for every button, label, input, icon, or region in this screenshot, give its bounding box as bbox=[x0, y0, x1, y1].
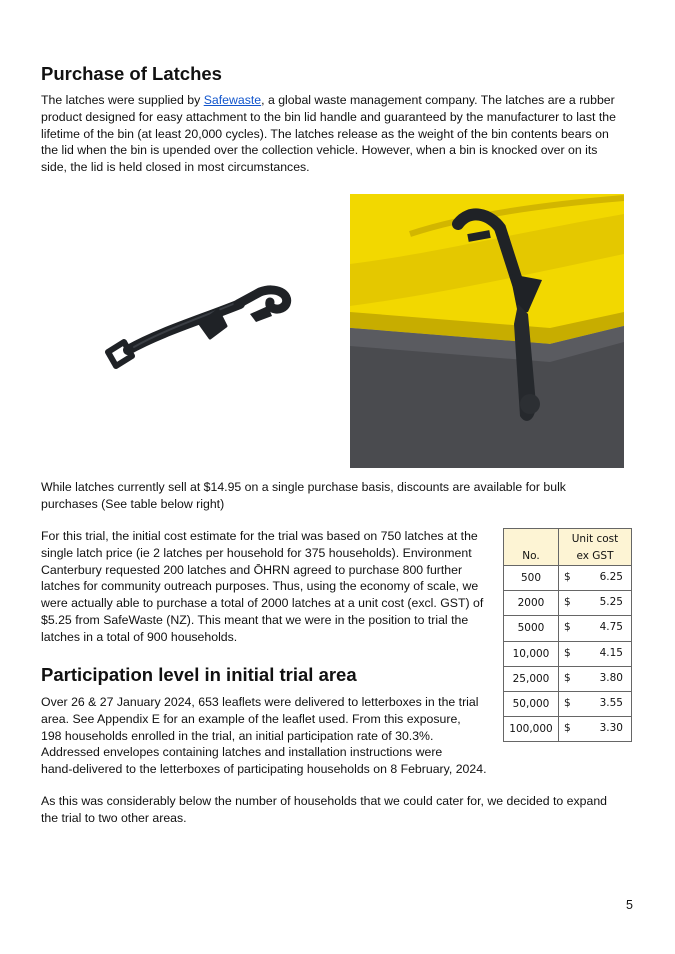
price-cell bbox=[559, 641, 632, 666]
paragraph-line: Over 26 & 27 January 2024, 653 leaflets were delivered to letterboxes in the trial bbox=[41, 695, 479, 709]
table-header-row bbox=[504, 529, 632, 566]
price-cell bbox=[559, 691, 632, 716]
paragraph-line: $5.25 from SafeWaste (NZ). This meant that we were in the position to trial the bbox=[41, 612, 469, 627]
paragraph-line: As this was considerably below the number of households that we could cater for, we decided to expand bbox=[41, 794, 607, 808]
paragraph-line: While latches currently sell at $14.95 on a single purchase basis, discounts are available for bulk bbox=[41, 480, 566, 494]
header-quantity bbox=[504, 529, 559, 566]
header-unit-cost bbox=[559, 529, 632, 566]
table-row bbox=[504, 566, 632, 591]
price-cell bbox=[559, 666, 632, 691]
quantity-cell: 5000 bbox=[504, 616, 559, 641]
paragraph-line: lifetime of the bin (at least 20,000 cycles). The latches release as the weight of the bin contents bears on bbox=[41, 126, 609, 141]
currency-symbol: $ bbox=[564, 621, 571, 634]
paragraph-line: purchases (See table below right) bbox=[41, 496, 225, 511]
price-cell bbox=[559, 616, 632, 641]
price-value: 4.75 bbox=[599, 621, 623, 634]
price-value: 3.80 bbox=[599, 671, 623, 684]
paragraph-line: were actually able to purchase a total of 2000 latches at a unit cost (excl. GST) of bbox=[41, 596, 484, 611]
price-value: 4.15 bbox=[599, 646, 623, 659]
text-run: , a global waste management company. The latches are a rubber bbox=[261, 93, 615, 107]
paragraph-line: 198 households enrolled in the trial, an initial participation rate of 30.3%. bbox=[41, 728, 434, 743]
section-heading-purchase: Purchase of Latches bbox=[41, 63, 222, 84]
quantity-cell: 2000 bbox=[504, 591, 559, 616]
paragraph-line: hand-delivered to the letterboxes of participating households on 8 February, 2024. bbox=[41, 762, 487, 777]
quantity-cell: 500 bbox=[504, 566, 559, 591]
text-run: The latches were supplied by bbox=[41, 93, 204, 107]
price-cell bbox=[559, 591, 632, 616]
price-table bbox=[503, 528, 632, 742]
latch-product-image bbox=[100, 280, 300, 380]
table-row bbox=[504, 666, 632, 691]
paragraph-pricing-note bbox=[41, 479, 641, 513]
paragraph-line: product designed for easy attachment to the bin lid handle and guaranteed by the manufacturer to last the bbox=[41, 109, 616, 124]
paragraph-line: the trial to two other areas. bbox=[41, 810, 187, 825]
currency-symbol: $ bbox=[564, 596, 571, 609]
latch-on-bin-photo bbox=[350, 194, 624, 468]
section-heading-participation: Participation level in initial trial area bbox=[41, 664, 357, 685]
table-row bbox=[504, 591, 632, 616]
quantity-cell: 25,000 bbox=[504, 666, 559, 691]
paragraph-line: For this trial, the initial cost estimate for the trial was based on 750 latches at the bbox=[41, 529, 478, 543]
paragraph-line bbox=[41, 92, 641, 109]
paragraph-expansion bbox=[41, 793, 641, 827]
page-number: 5 bbox=[626, 898, 633, 912]
header-label: ex GST bbox=[576, 550, 614, 562]
paragraph-line: latches for community outreach purposes. Thus, using the economy of scale, we bbox=[41, 579, 479, 594]
paragraph-trial-cost bbox=[41, 528, 501, 646]
paragraph-latch-description bbox=[41, 92, 641, 176]
paragraph-line: the lid when the bin is upended over the collection vehicle. However, when a bin is knocked over on its bbox=[41, 143, 598, 158]
table-row bbox=[504, 641, 632, 666]
paragraph-participation bbox=[41, 694, 501, 778]
paragraph-line: area. See Appendix E for an example of the leaflet used. From this exposure, bbox=[41, 711, 461, 726]
paragraph-line: side, the lid is held closed in most circumstances. bbox=[41, 160, 310, 175]
quantity-cell: 100,000 bbox=[504, 717, 559, 742]
quantity-cell: 50,000 bbox=[504, 691, 559, 716]
currency-symbol: $ bbox=[564, 722, 571, 735]
price-value: 3.30 bbox=[599, 722, 623, 735]
currency-symbol: $ bbox=[564, 571, 571, 583]
table-row bbox=[504, 616, 632, 641]
header-label: Unit cost bbox=[571, 533, 619, 545]
price-value: 6.25 bbox=[599, 571, 623, 583]
price-value: 3.55 bbox=[599, 696, 623, 709]
price-value: 5.25 bbox=[599, 596, 623, 609]
paragraph-line: latches in a total of 900 households. bbox=[41, 629, 238, 644]
price-cell bbox=[559, 566, 632, 591]
header-label: No. bbox=[522, 550, 540, 562]
table-row bbox=[504, 691, 632, 716]
paragraph-line: Canterbury requested 200 latches and ŌHRN agreed to purchase 800 further bbox=[41, 562, 463, 577]
currency-symbol: $ bbox=[564, 696, 571, 709]
paragraph-line: single latch price (ie 2 latches per household for 375 households). Environment bbox=[41, 545, 472, 560]
paragraph-line: Addressed envelopes containing latches and installation instructions were bbox=[41, 745, 443, 760]
table-row bbox=[504, 717, 632, 742]
currency-symbol: $ bbox=[564, 646, 571, 659]
safewaste-link[interactable]: Safewaste bbox=[203, 93, 262, 107]
currency-symbol: $ bbox=[564, 671, 571, 684]
price-cell bbox=[559, 717, 632, 742]
quantity-cell: 10,000 bbox=[504, 641, 559, 666]
